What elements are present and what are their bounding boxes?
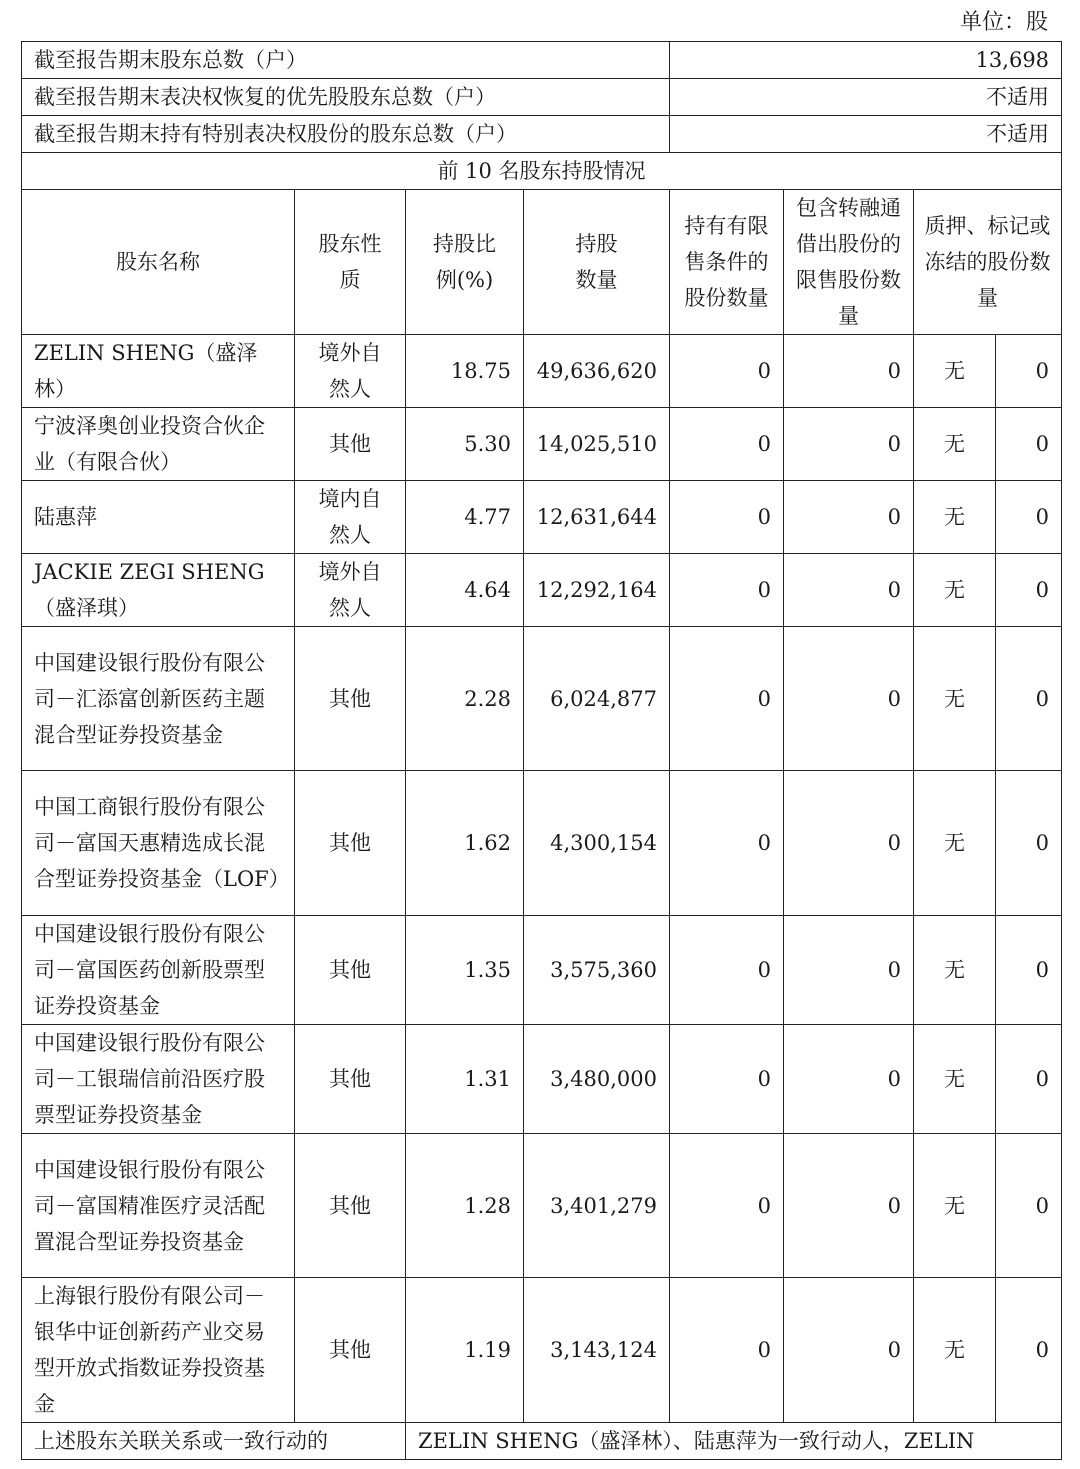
pledge-quantity: 0 <box>996 335 1062 408</box>
shareholder-name: 中国建设银行股份有限公司－汇添富创新医药主题混合型证券投资基金 <box>22 627 295 771</box>
shareholder-name: 中国建设银行股份有限公司－富国医药创新股票型证券投资基金 <box>22 916 295 1025</box>
holding-ratio: 2.28 <box>406 627 524 771</box>
pledge-status: 无 <box>914 627 996 771</box>
holding-quantity: 14,025,510 <box>524 408 670 481</box>
table-row <box>22 335 1062 408</box>
holding-quantity: 12,292,164 <box>524 554 670 627</box>
shareholder-nature: 其他 <box>295 1278 406 1423</box>
restricted-quantity: 0 <box>670 408 784 481</box>
pledge-status: 无 <box>914 1025 996 1134</box>
pledge-status: 无 <box>914 408 996 481</box>
summary-row <box>22 42 1062 79</box>
shareholder-nature: 其他 <box>295 408 406 481</box>
lent-quantity: 0 <box>784 916 914 1025</box>
pledge-quantity: 0 <box>996 771 1062 916</box>
holding-quantity: 3,143,124 <box>524 1278 670 1423</box>
holding-ratio: 1.19 <box>406 1278 524 1423</box>
shareholder-nature: 其他 <box>295 1134 406 1278</box>
table-row <box>22 1134 1062 1278</box>
lent-quantity: 0 <box>784 335 914 408</box>
table-row <box>22 408 1062 481</box>
shareholder-name: 上海银行股份有限公司－银华中证创新药产业交易型开放式指数证券投资基金 <box>22 1278 295 1423</box>
holding-quantity: 4,300,154 <box>524 771 670 916</box>
pledge-quantity: 0 <box>996 1134 1062 1278</box>
related-parties-row <box>22 1423 1062 1460</box>
col-header-nature: 股东性质 <box>295 190 406 335</box>
holding-ratio: 4.64 <box>406 554 524 627</box>
pledge-quantity: 0 <box>996 408 1062 481</box>
shareholder-nature: 境内自然人 <box>295 481 406 554</box>
shareholder-nature: 境外自然人 <box>295 554 406 627</box>
restricted-quantity: 0 <box>670 771 784 916</box>
holding-ratio: 5.30 <box>406 408 524 481</box>
pledge-status: 无 <box>914 481 996 554</box>
summary-row <box>22 79 1062 116</box>
holding-quantity: 12,631,644 <box>524 481 670 554</box>
holding-quantity: 6,024,877 <box>524 627 670 771</box>
restricted-quantity: 0 <box>670 481 784 554</box>
pledge-status: 无 <box>914 1278 996 1423</box>
pledge-status: 无 <box>914 554 996 627</box>
shareholder-name: 宁波泽奥创业投资合伙企业（有限合伙） <box>22 408 295 481</box>
holding-quantity: 3,480,000 <box>524 1025 670 1134</box>
table-row <box>22 916 1062 1025</box>
table-row <box>22 627 1062 771</box>
holding-ratio: 4.77 <box>406 481 524 554</box>
summary-value: 不适用 <box>670 116 1062 153</box>
shareholder-name: 中国建设银行股份有限公司－富国精准医疗灵活配置混合型证券投资基金 <box>22 1134 295 1278</box>
shareholder-table <box>21 41 1062 1460</box>
shareholder-nature: 境外自然人 <box>295 335 406 408</box>
table-row <box>22 771 1062 916</box>
table-row <box>22 481 1062 554</box>
shareholder-nature: 其他 <box>295 627 406 771</box>
pledge-quantity: 0 <box>996 554 1062 627</box>
restricted-quantity: 0 <box>670 1134 784 1278</box>
shareholder-name: 中国工商银行股份有限公司－富国天惠精选成长混合型证券投资基金（LOF） <box>22 771 295 916</box>
shareholder-nature: 其他 <box>295 1025 406 1134</box>
col-header-restricted: 持有有限售条件的股份数量 <box>670 190 784 335</box>
restricted-quantity: 0 <box>670 1025 784 1134</box>
shareholder-nature: 其他 <box>295 916 406 1025</box>
col-header-ratio: 持股比例(%) <box>406 190 524 335</box>
lent-quantity: 0 <box>784 1278 914 1423</box>
table-row <box>22 1025 1062 1134</box>
lent-quantity: 0 <box>784 771 914 916</box>
lent-quantity: 0 <box>784 1134 914 1278</box>
pledge-quantity: 0 <box>996 481 1062 554</box>
pledge-status: 无 <box>914 1134 996 1278</box>
related-parties-text: ZELIN SHENG（盛泽林）、陆惠萍为一致行动人，ZELIN <box>406 1423 1062 1460</box>
related-parties-label: 上述股东关联关系或一致行动的 <box>22 1423 406 1460</box>
col-header-pledge: 质押、标记或冻结的股份数量 <box>914 190 1062 335</box>
holding-ratio: 1.28 <box>406 1134 524 1278</box>
shareholder-name: ZELIN SHENG（盛泽林） <box>22 335 295 408</box>
lent-quantity: 0 <box>784 481 914 554</box>
summary-label: 截至报告期末持有特别表决权股份的股东总数（户） <box>22 116 670 153</box>
section-title-row <box>22 153 1062 190</box>
holding-quantity: 3,575,360 <box>524 916 670 1025</box>
pledge-quantity: 0 <box>996 1025 1062 1134</box>
table-row <box>22 554 1062 627</box>
summary-label: 截至报告期末股东总数（户） <box>22 42 670 79</box>
holding-ratio: 1.62 <box>406 771 524 916</box>
unit-label: 单位：股 <box>959 10 1048 35</box>
column-header-row <box>22 190 1062 335</box>
col-header-quantity: 持股数量 <box>524 190 670 335</box>
section-title: 前 10 名股东持股情况 <box>22 153 1062 190</box>
holding-ratio: 1.31 <box>406 1025 524 1134</box>
holding-ratio: 18.75 <box>406 335 524 408</box>
restricted-quantity: 0 <box>670 554 784 627</box>
summary-label: 截至报告期末表决权恢复的优先股股东总数（户） <box>22 79 670 116</box>
lent-quantity: 0 <box>784 554 914 627</box>
pledge-status: 无 <box>914 771 996 916</box>
holding-ratio: 1.35 <box>406 916 524 1025</box>
restricted-quantity: 0 <box>670 916 784 1025</box>
col-header-lent: 包含转融通借出股份的限售股份数量 <box>784 190 914 335</box>
summary-value: 13,698 <box>670 42 1062 79</box>
lent-quantity: 0 <box>784 627 914 771</box>
col-header-name: 股东名称 <box>22 190 295 335</box>
lent-quantity: 0 <box>784 408 914 481</box>
shareholder-name: 中国建设银行股份有限公司－工银瑞信前沿医疗股票型证券投资基金 <box>22 1025 295 1134</box>
restricted-quantity: 0 <box>670 335 784 408</box>
shareholder-name: JACKIE ZEGI SHENG（盛泽琪） <box>22 554 295 627</box>
pledge-status: 无 <box>914 916 996 1025</box>
lent-quantity: 0 <box>784 1025 914 1134</box>
pledge-quantity: 0 <box>996 1278 1062 1423</box>
pledge-status: 无 <box>914 335 996 408</box>
holding-quantity: 3,401,279 <box>524 1134 670 1278</box>
pledge-quantity: 0 <box>996 916 1062 1025</box>
restricted-quantity: 0 <box>670 627 784 771</box>
restricted-quantity: 0 <box>670 1278 784 1423</box>
pledge-quantity: 0 <box>996 627 1062 771</box>
shareholder-nature: 其他 <box>295 771 406 916</box>
summary-value: 不适用 <box>670 79 1062 116</box>
holding-quantity: 49,636,620 <box>524 335 670 408</box>
shareholder-name: 陆惠萍 <box>22 481 295 554</box>
table-row <box>22 1278 1062 1423</box>
summary-row <box>22 116 1062 153</box>
